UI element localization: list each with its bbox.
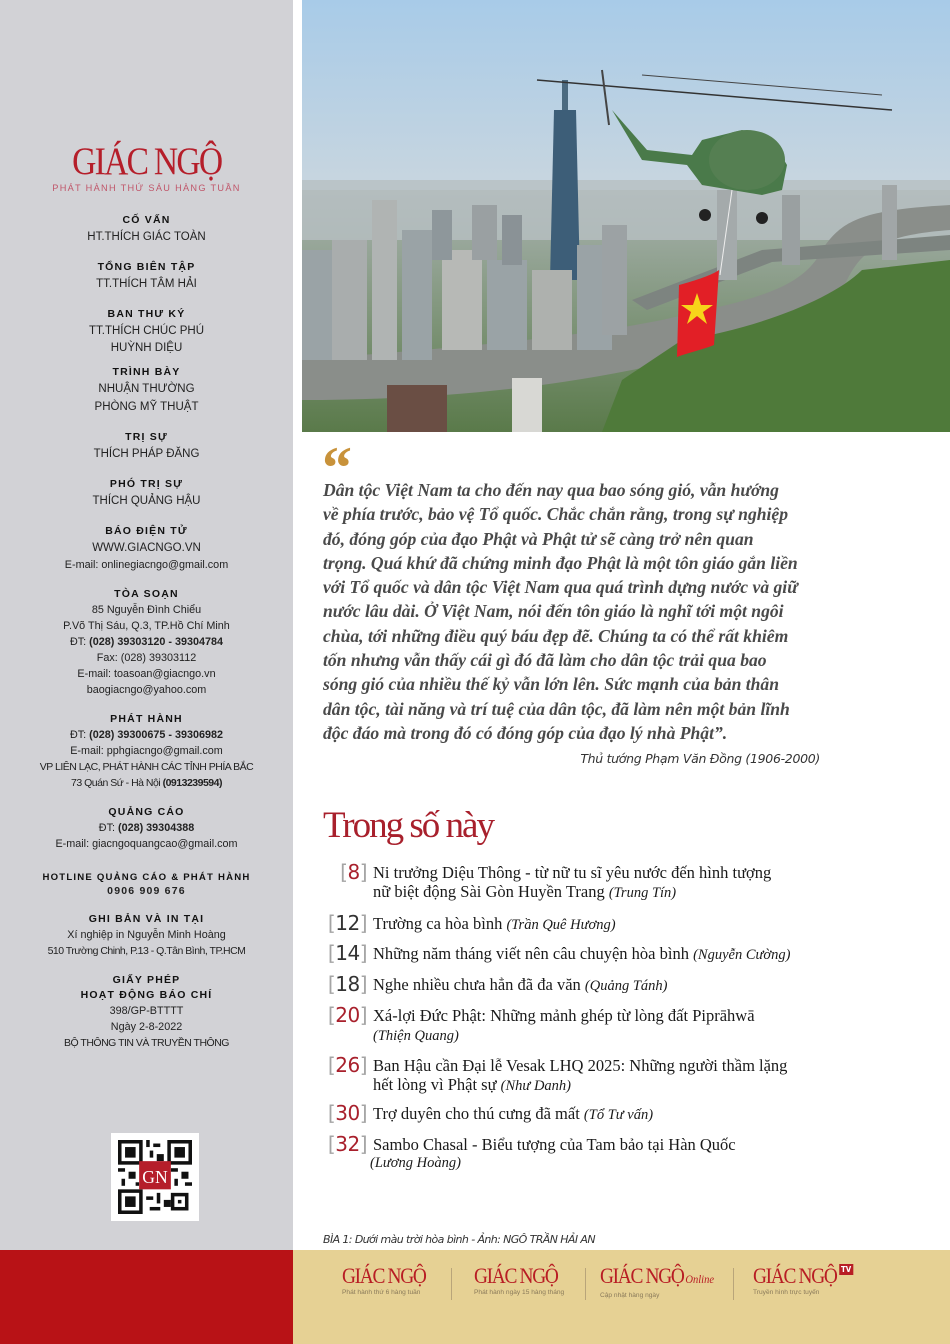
toc-title: Những năm tháng viết nên câu chuyện hòa bình [373, 944, 694, 963]
quote-line: tốn nhưng vẫn thấy cái gì đó đã làm cho dân tộc trải qua bao [323, 650, 767, 671]
section-trinh-bay [0, 365, 293, 416]
toc-title: Nghe nhiều chưa hẳn đã đa văn [373, 975, 585, 994]
quote-line: chùa, tới những điều quý báu đẹp đẽ. Chúng ta có thể rất khiêm [323, 625, 789, 646]
license-line: 398/GP-BTTTT [109, 1005, 184, 1017]
website-link[interactable]: WWW.GIACNGO.VN [92, 542, 201, 554]
brand-title: GIÁC NGỘ [71, 140, 222, 183]
toc-author: (Như Danh) [500, 1078, 571, 1094]
section-heading: TRỊ SỰ [125, 431, 168, 443]
section-heading: TỔNG BIÊN TẬP [97, 261, 196, 273]
email-link[interactable]: E-mail: onlinegiacngo@gmail.com [64, 559, 229, 571]
section-in-tai [0, 912, 293, 959]
address-line: 85 Nguyễn Đình Chiểu [91, 604, 202, 616]
page-number: 18 [335, 972, 360, 996]
qr-code[interactable] [111, 1133, 199, 1221]
phone-label: ĐT: [69, 729, 90, 741]
phone-label: ĐT: [69, 636, 90, 648]
section-heading: TRÌNH BÀY [112, 366, 181, 378]
toc-page-number: [20] [327, 1003, 367, 1027]
toc-title: Xá-lợi Đức Phật: Những mảnh ghép từ lòng đất Piprāhwā [373, 1006, 755, 1025]
toc-title-line [373, 975, 883, 996]
office-phone: (0913239594) [162, 777, 222, 789]
masthead-sidebar [0, 0, 293, 1250]
toc-item[interactable] [323, 1101, 883, 1135]
quote-line: nước lâu dài. Ở Việt Nam, nói đến tôn giáo là nghĩ tới một ngôi [323, 601, 784, 622]
toc-page-number: [26] [327, 1053, 367, 1077]
section-heading: GHI BẢN VÀ IN TẠI [88, 913, 205, 925]
quote-line: sóng gió của nhiều thế kỷ vẫn lớn lên. Sức mạnh của bản thân [323, 674, 780, 695]
toc-item[interactable] [323, 1132, 883, 1179]
toc-title-line [373, 914, 883, 935]
featured-quote [323, 478, 863, 745]
footer-logo-monthly[interactable] [474, 1264, 569, 1296]
section-heading: PHÁT HÀNH [110, 713, 183, 725]
staff-list [0, 213, 293, 1065]
section-line: NHUẬN THƯỜNG [98, 383, 195, 395]
fax-line: Fax: (028) 39303112 [96, 652, 197, 664]
phone-number: (028) 39300675 - 39306982 [89, 729, 224, 741]
toc-author: (Thiện Quang) [373, 1028, 459, 1044]
office-address-text: 73 Quán Sứ - Hà Nội [71, 777, 163, 789]
toc-title-line [373, 1104, 883, 1125]
footer-divider [733, 1268, 734, 1300]
section-toa-soan [0, 587, 293, 698]
toc-author: (Quảng Tánh) [584, 978, 668, 994]
toc-page-number: [30] [327, 1101, 367, 1125]
toc-title: Sambo Chasal - Biểu tượng của Tam bảo tại Hàn Quốc [373, 1135, 736, 1154]
footer-logo-subtitle: Phát hành ngày 15 hàng tháng [474, 1289, 565, 1296]
toc-author: (Nguyễn Cường) [693, 947, 791, 963]
phone-line [0, 820, 293, 836]
footer-logo-weekly[interactable] [342, 1264, 437, 1296]
section-tong-bien-tap [0, 260, 293, 293]
page-number: 14 [335, 941, 360, 965]
cover-photo-illustration [302, 0, 950, 432]
office-line: VP LIÊN LẠC, PHÁT HÀNH CÁC TỈNH PHÍA BẮC [39, 761, 254, 773]
section-line: PHÒNG MỸ THUẬT [94, 401, 199, 413]
footer-logo-online[interactable] [600, 1264, 730, 1299]
section-heading: GIẤY PHÉP [112, 974, 181, 986]
toc-page-number: [14] [327, 941, 367, 965]
email-link[interactable]: E-mail: toasoan@giacngo.vn [77, 668, 216, 680]
footer-divider [451, 1268, 452, 1300]
toc-title: Ni trưởng Diệu Thông - từ nữ tu sĩ yêu nước đến hình tượng [373, 863, 772, 882]
toc-item[interactable] [323, 1003, 883, 1056]
toc-title-text: nữ biệt động Sài Gòn Huyền Trang [373, 882, 609, 901]
section-co-van [0, 213, 293, 246]
table-of-contents [323, 860, 883, 1179]
quote-line: dân tộc, tài năng và trí tuệ của dân tộc, đã làm nên một bản lĩnh [323, 698, 790, 719]
section-line: HT.THÍCH GIÁC TOÀN [87, 231, 206, 243]
section-line: TT.THÍCH TÂM HẢI [96, 278, 197, 290]
cover-photo [302, 0, 950, 432]
toc-page-number: [32] [327, 1132, 367, 1156]
toc-page-number: [18] [327, 972, 367, 996]
quote-line: độc đáo mà trong đó có đóng góp của đạo lý nhà Phật”. [323, 722, 728, 743]
section-bao-dien-tu [0, 524, 293, 573]
page-number: 32 [335, 1132, 360, 1156]
page-number: 30 [335, 1101, 360, 1125]
footer-logo-subtitle: Truyền hình trực tuyến [753, 1289, 820, 1296]
section-heading: HOTLINE QUẢNG CÁO & PHÁT HÀNH [42, 872, 251, 883]
license-line: Ngày 2-8-2022 [110, 1021, 183, 1033]
footer-logo-title: GIÁC NGỘ [342, 1263, 426, 1288]
quote-mark-icon: “ [322, 435, 346, 501]
footer-logo-title-text: GIÁC NGỘ [753, 1263, 837, 1288]
quote-line: về phía trước, bảo vệ Tổ quốc. Chắc chắn rằng, trong sự nghiệp [323, 504, 789, 525]
toc-author: (Tổ Tư vấn) [583, 1107, 654, 1123]
page-number: 20 [335, 1003, 360, 1027]
license-line: BỘ THÔNG TIN VÀ TRUYỀN THÔNG [64, 1037, 229, 1049]
footer-red-band [0, 1250, 293, 1344]
phone-number: (028) 39304388 [117, 822, 195, 834]
email-link[interactable]: baogiacngo@yahoo.com [86, 684, 207, 696]
printer-address: 510 Trường Chinh, P.13 - Q.Tân Bình, TP.HCM [47, 945, 246, 957]
toc-title-cont [373, 882, 883, 903]
toc-title-line [373, 944, 883, 965]
page-number: 26 [335, 1053, 360, 1077]
email-link[interactable]: E-mail: pphgiacngo@gmail.com [70, 745, 223, 757]
toc-item[interactable] [323, 1053, 883, 1104]
section-heading: BÁO ĐIỆN TỬ [105, 525, 188, 537]
brand-logo [0, 142, 293, 194]
toc-title: Trường ca hòa bình [373, 914, 507, 933]
section-giay-phep [0, 973, 293, 1051]
toc-author: (Lương Hoàng) [370, 1155, 461, 1171]
toc-title: Trợ duyên cho thú cưng đã mất [373, 1104, 584, 1123]
qr-code-icon [118, 1140, 192, 1214]
section-tri-su [0, 430, 293, 463]
toc-author: (Trần Quê Hương) [506, 917, 616, 933]
qr-logo-text: GN [142, 1166, 168, 1187]
quote-line: trọng. Quá khứ đã chứng minh đạo Phật là một tôn giáo gắn liền [323, 552, 798, 573]
phone-line [0, 727, 293, 743]
contents-title: Trong số này [323, 805, 493, 846]
quote-line: Dân tộc Việt Nam ta cho đến nay qua bao sóng gió, vẫn hướng [323, 480, 779, 500]
toc-title: Ban Hậu cần Đại lễ Vesak LHQ 2025: Những người thầm lặng [373, 1056, 788, 1075]
section-heading: QUẢNG CÁO [108, 806, 185, 818]
toc-item[interactable] [323, 972, 883, 1006]
cover-caption: BÌA 1: Dưới màu trời hòa bình - Ảnh: NGÔ TRẦN HẢI AN [323, 1233, 595, 1246]
section-line: THÍCH PHÁP ĐĂNG [93, 448, 200, 460]
footer-logo-title-text: GIÁC NGỘ [600, 1263, 684, 1288]
footer-logo-tv[interactable] [753, 1264, 867, 1296]
section-heading: PHÓ TRỊ SỰ [109, 478, 184, 490]
section-line: HUỲNH DIỆU [110, 342, 183, 354]
phone-label: ĐT: [98, 822, 118, 834]
section-heading: CỐ VẤN [122, 214, 171, 226]
toc-item[interactable] [323, 941, 883, 975]
phone-line [0, 634, 293, 650]
section-ban-thu-ky [0, 307, 293, 357]
quote-line: đó, đóng góp của đạo Phật và Phật tử sẽ càng trở nên quan [323, 528, 754, 549]
office-address [0, 775, 293, 791]
address-line: P.Võ Thị Sáu, Q.3, TP.Hồ Chí Minh [63, 620, 230, 632]
toc-item[interactable] [323, 911, 883, 944]
email-link[interactable]: E-mail: giacngoquangcao@gmail.com [55, 838, 238, 850]
toc-author: (Trung Tín) [608, 885, 677, 901]
printer-line: Xí nghiệp in Nguyễn Minh Hoàng [67, 929, 226, 941]
page-number: 8 [347, 860, 360, 884]
section-pho-tri-su [0, 477, 293, 510]
footer-logo-title [600, 1264, 714, 1291]
brand-subtitle: PHÁT HÀNH THỨ SÁU HÀNG TUẦN [52, 183, 241, 193]
footer-logo-title [753, 1264, 853, 1288]
section-line: THÍCH QUẢNG HẬU [92, 495, 201, 507]
quote-author: Thủ tướng Phạm Văn Đồng (1906-2000) [580, 751, 820, 766]
toc-title-text: hết lòng vì Phật sự [373, 1075, 501, 1094]
toc-page-number: [8] [340, 860, 367, 884]
section-heading: HOẠT ĐỘNG BÁO CHÍ [80, 989, 213, 1001]
section-quang-cao [0, 805, 293, 852]
section-heading: TÒA SOẠN [114, 588, 179, 600]
section-line: TT.THÍCH CHÚC PHÚ [89, 325, 204, 337]
phone-number: (028) 39303120 - 39304784 [89, 636, 224, 648]
footer-logo-title: GIÁC NGỘ [474, 1263, 558, 1288]
section-hotline [0, 870, 293, 898]
toc-page-number: [12] [327, 911, 367, 935]
quote-line: với Tổ quốc và dân tộc Việt Nam qua quá trình dựng nước và giữ [323, 577, 798, 598]
hotline-number: 0906 909 676 [107, 885, 186, 897]
footer-logo-subtitle: Phát hành thứ 6 hàng tuần [342, 1289, 421, 1296]
section-phat-hanh [0, 712, 293, 791]
toc-title-cont [373, 1075, 883, 1096]
section-heading: BAN THƯ KÝ [107, 308, 186, 320]
footer-logo-online-tag: Online [685, 1272, 715, 1286]
footer-divider [585, 1268, 586, 1300]
toc-item[interactable] [323, 860, 883, 911]
page-number: 12 [335, 911, 360, 935]
tv-icon: TV [840, 1265, 852, 1274]
footer-logo-subtitle: Cập nhật hàng ngày [600, 1292, 660, 1299]
